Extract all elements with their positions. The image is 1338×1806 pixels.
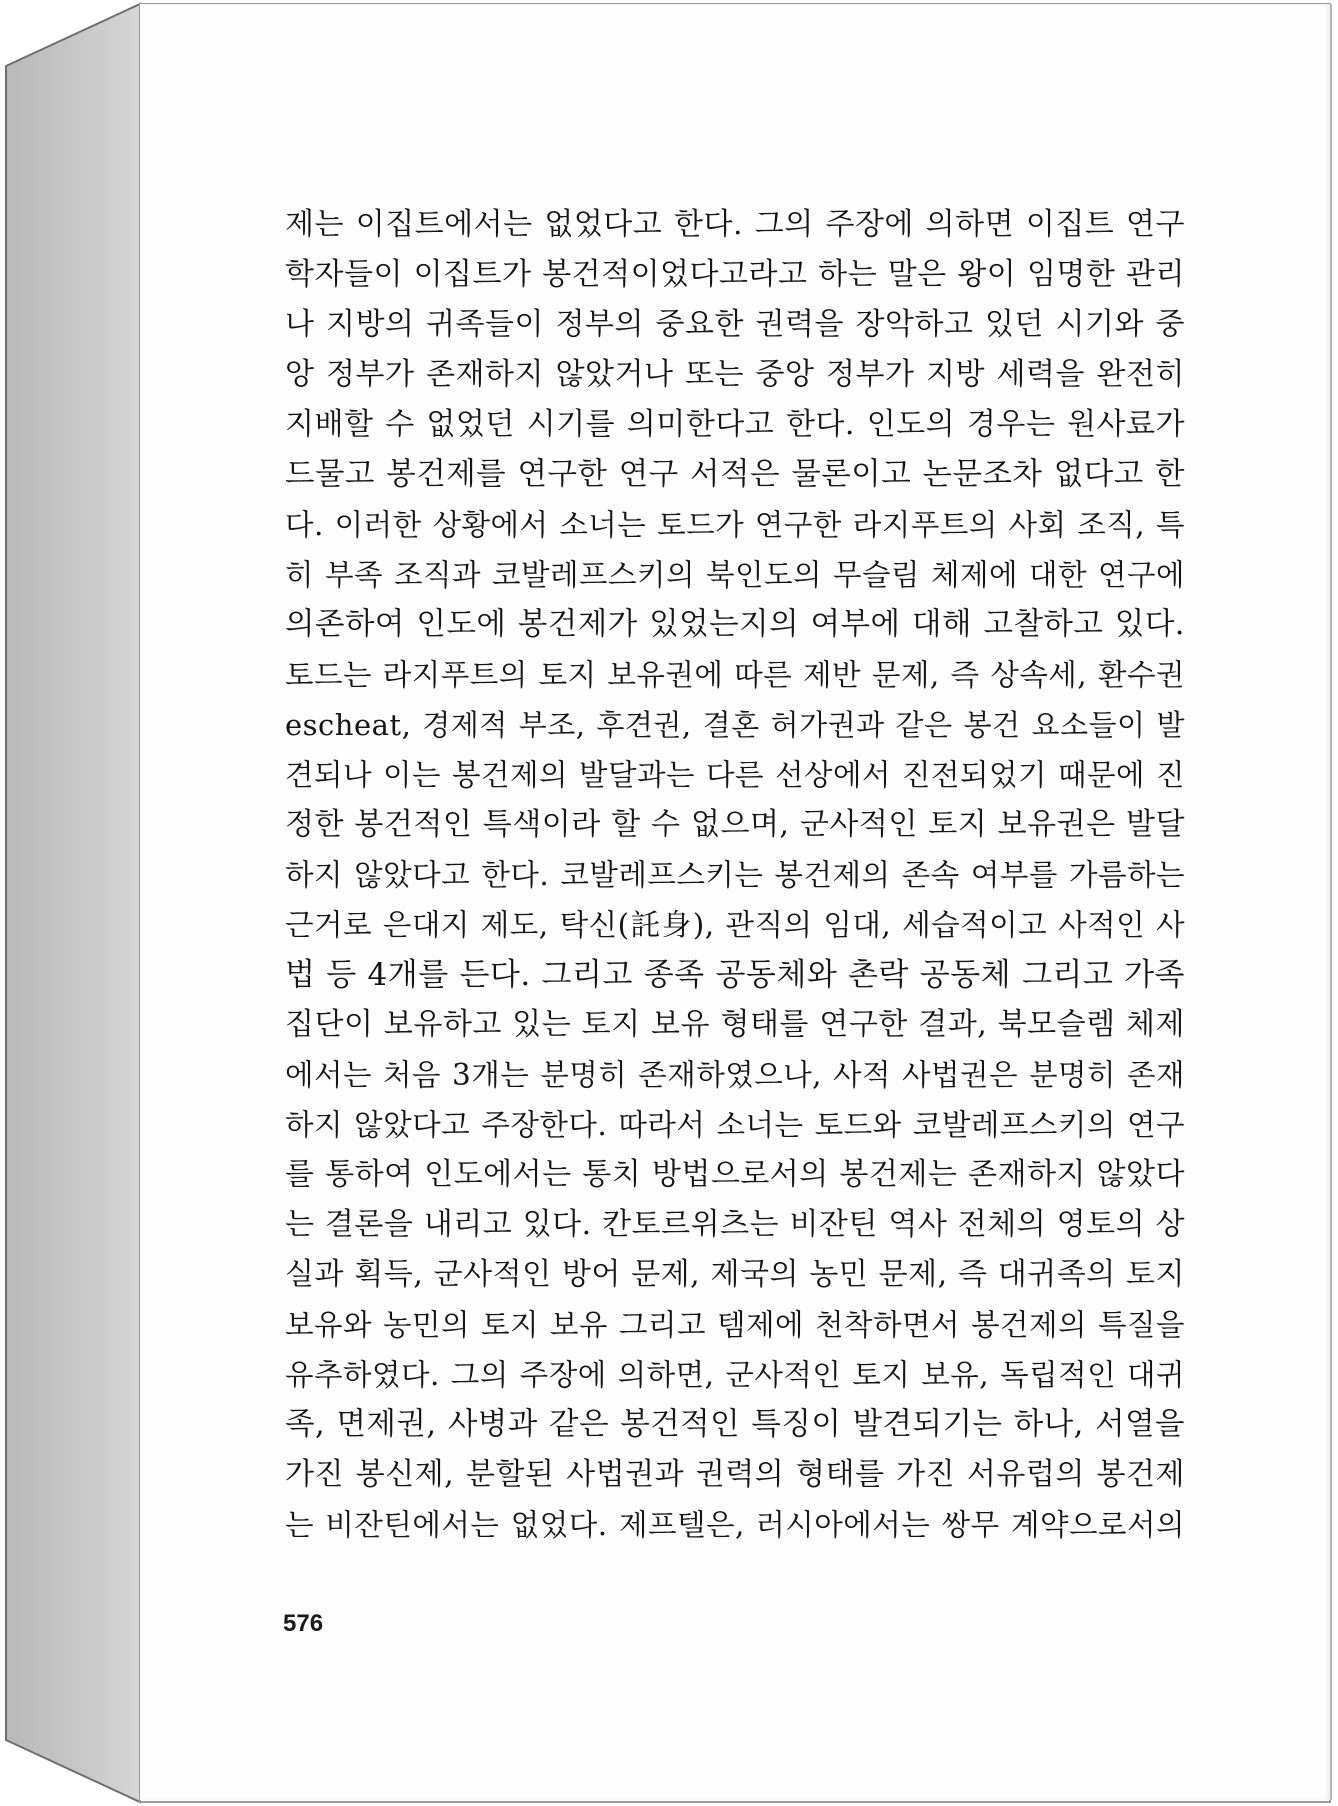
text-line: 실과 획득, 군사적인 방어 문제, 제국의 농민 문제, 즉 대귀족의 토지 [285, 1257, 1185, 1292]
text-line: 견되나 이는 봉건제의 발달과는 다른 선상에서 진전되었기 때문에 진 [285, 758, 1185, 792]
text-line: 학자들이 이집트가 봉건적이었다고라고 하는 말은 왕이 임명한 관리 [285, 257, 1185, 292]
text-line: escheat, 경제적 부조, 후견권, 결혼 허가권과 같은 봉건 요소들이 발 [285, 708, 1185, 742]
text-line: 는 비잔틴에서는 없었다. 제프텔은, 러시아에서는 쌍무 계약으로서의 [285, 1508, 1185, 1542]
text-line: 제는 이집트에서는 없었다고 한다. 그의 주장에 의하면 이집트 연구 [285, 207, 1185, 242]
text-line: 족, 면제권, 사병과 같은 봉건적인 특징이 발견되기는 하나, 서열을 [285, 1407, 1185, 1442]
text-line: 의존하여 인도에 봉건제가 있었는지의 여부에 대해 고찰하고 있다. [285, 607, 1185, 642]
book-page [140, 4, 1332, 1800]
text-line: 지배할 수 없었던 시기를 의미한다고 한다. 인도의 경우는 원사료가 [285, 407, 1185, 442]
text-line: 하지 않았다고 주장한다. 따라서 소너는 토드와 코발레프스키의 연구 [285, 1108, 1185, 1142]
text-line: 드물고 봉건제를 연구한 연구 서적은 물론이고 논문조차 없다고 한 [285, 457, 1185, 492]
page-number: 576 [283, 1610, 324, 1637]
body-text [285, 200, 1185, 1550]
text-line: 집단이 보유하고 있는 토지 보유 형태를 연구한 결과, 북모슬렘 체제 [285, 1007, 1185, 1042]
text-line: 를 통하여 인도에서는 통치 방법으로서의 봉건제는 존재하지 않았다 [285, 1157, 1185, 1192]
text-line: 근거로 은대지 제도, 탁신(託身), 관직의 임대, 세습적이고 사적인 사 [285, 908, 1185, 942]
text-line: 정한 봉건적인 특색이라 할 수 없으며, 군사적인 토지 보유권은 발달 [285, 807, 1185, 842]
text-line: 보유와 농민의 토지 보유 그리고 템제에 천착하면서 봉건제의 특질을 [285, 1308, 1185, 1342]
text-line: 가진 봉신제, 분할된 사법권과 권력의 형태를 가진 서유럽의 봉건제 [285, 1457, 1185, 1492]
text-line: 하지 않았다고 한다. 코발레프스키는 봉건제의 존속 여부를 가름하는 [285, 858, 1185, 892]
text-line: 토드는 라지푸트의 토지 보유권에 따른 제반 문제, 즉 상속세, 환수권 [285, 658, 1185, 692]
text-line: 유추하였다. 그의 주장에 의하면, 군사적인 토지 보유, 독립적인 대귀 [285, 1358, 1185, 1392]
text-line: 는 결론을 내리고 있다. 칸토르위츠는 비잔틴 역사 전체의 영토의 상 [285, 1207, 1185, 1242]
text-line: 에서는 처음 3개는 분명히 존재하였으나, 사적 사법권은 분명히 존재 [285, 1058, 1185, 1092]
text-line: 히 부족 조직과 코발레프스키의 북인도의 무슬림 체제에 대한 연구에 [285, 558, 1185, 592]
text-line: 법 등 4개를 든다. 그리고 종족 공동체와 촌락 공동체 그리고 가족 [285, 957, 1185, 993]
text-line: 다. 이러한 상황에서 소너는 토드가 연구한 라지푸트의 사회 조직, 특 [285, 508, 1185, 542]
text-line: 나 지방의 귀족들이 정부의 중요한 권력을 장악하고 있던 시기와 중 [285, 307, 1185, 342]
text-line: 앙 정부가 존재하지 않았거나 또는 중앙 정부가 지방 세력을 완전히 [285, 357, 1185, 392]
